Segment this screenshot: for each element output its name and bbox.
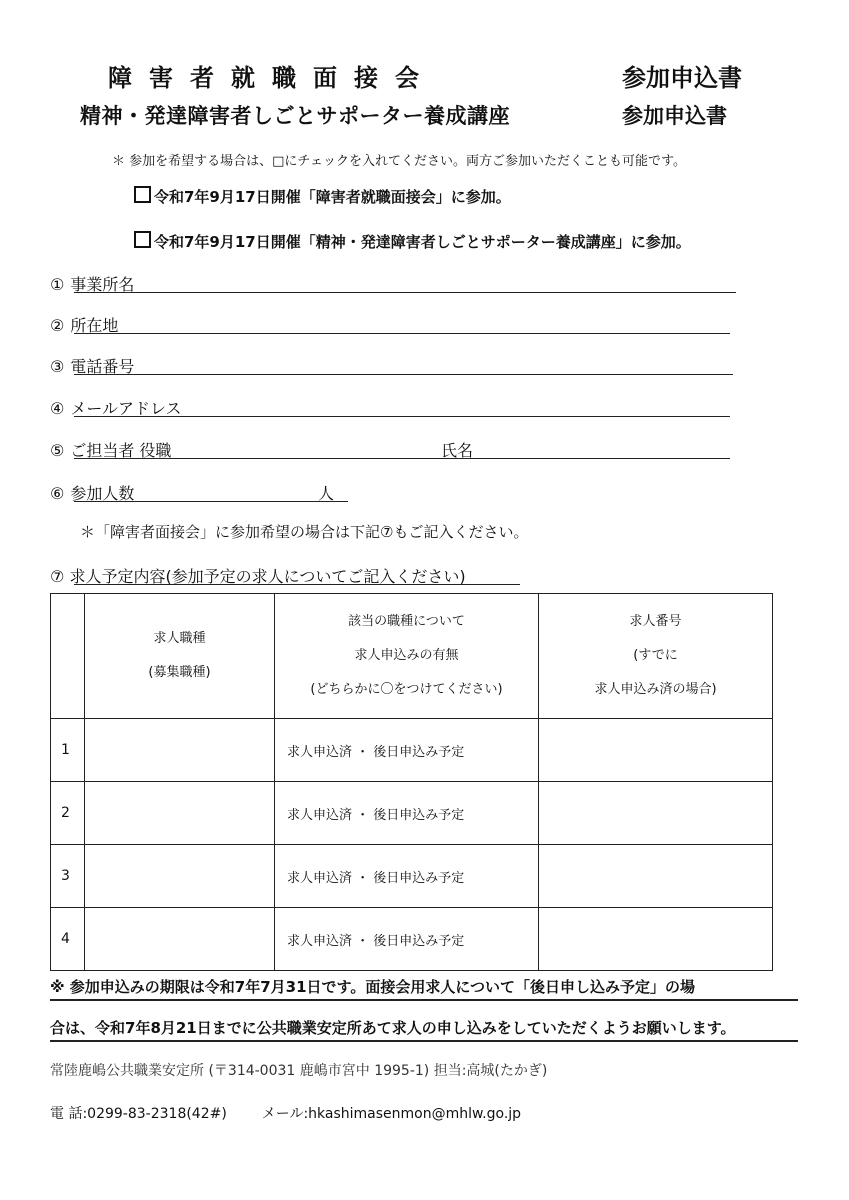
phone-input-line[interactable] xyxy=(74,374,733,375)
contact-person-input-line[interactable] xyxy=(74,458,730,459)
job-type-cell[interactable] xyxy=(85,845,275,908)
header-cell-number xyxy=(51,594,85,719)
header-text: 求人申込みの有無 xyxy=(354,648,459,663)
option-seminar-label: 令和7年9月17日開催「精神・発達障害者しごとサポーター養成講座」に参加。 xyxy=(154,233,691,251)
office-info: 常陸鹿嶋公共職業安定所 (〒314-0031 鹿嶋市宮中 1995-1) 担当:高城(たかぎ) xyxy=(50,1063,548,1079)
page-title: 障害者就職面接会 xyxy=(108,64,436,92)
field-number: ⑥ xyxy=(50,484,65,503)
job-type-cell[interactable] xyxy=(85,782,275,845)
checkbox-interview[interactable] xyxy=(134,186,151,203)
field-number: ② xyxy=(50,316,65,335)
header-cell-application-status xyxy=(275,594,539,719)
header-text: 求人職種 xyxy=(153,631,206,646)
row-number: 4 xyxy=(51,908,85,971)
attendees-unit: 人 xyxy=(318,484,335,503)
row-number: 1 xyxy=(51,719,85,782)
phone-label: 電 話: xyxy=(50,1106,88,1122)
option-interview-label: 令和7年9月17日開催「障害者就職面接会」に参加。 xyxy=(154,188,511,206)
header-cell-job-type xyxy=(85,594,275,719)
section-label: 求人予定内容(参加予定の求人についてご記入ください) xyxy=(69,567,466,586)
table-row xyxy=(51,845,773,908)
header-text: 該当の職種について xyxy=(348,614,465,629)
page-subtitle: 精神・発達障害者しごとサポーター養成講座 xyxy=(80,104,510,128)
header-text: (募集職種) xyxy=(148,665,211,680)
instruction-note: ＊ 参加を希望する場合は、□にチェックを入れてください。両方ご参加いただくことも可能です。 xyxy=(112,154,686,169)
table-row xyxy=(51,908,773,971)
field-label: ご担当者 役職 xyxy=(70,441,172,460)
job-number-cell[interactable] xyxy=(539,908,773,971)
application-status-cell[interactable]: 求人申込済 ・ 後日申込み予定 xyxy=(275,719,539,782)
application-status-cell[interactable]: 求人申込済 ・ 後日申込み予定 xyxy=(275,845,539,908)
mail-address[interactable]: hkashimasenmon@mhlw.go.jp xyxy=(308,1106,522,1122)
email-input-line[interactable] xyxy=(74,416,730,417)
attendees-input-line[interactable] xyxy=(74,501,348,502)
address-input-line[interactable] xyxy=(74,333,730,334)
mail-label: メール: xyxy=(261,1106,309,1122)
option-seminar[interactable] xyxy=(134,231,691,252)
field-number: ⑤ xyxy=(50,441,65,460)
job-type-cell[interactable] xyxy=(85,719,275,782)
table-header-row xyxy=(51,594,773,719)
field-number: ① xyxy=(50,275,65,294)
phone-number: 0299-83-2318(42#) xyxy=(87,1106,227,1122)
job-type-cell[interactable] xyxy=(85,908,275,971)
field-label: 所在地 xyxy=(70,316,119,335)
page-title-suffix: 参加申込書 xyxy=(622,64,742,92)
deadline-underline xyxy=(50,1040,798,1042)
section-underline xyxy=(74,584,520,585)
field-label: メールアドレス xyxy=(70,399,182,418)
contact-info xyxy=(50,1103,521,1123)
deadline-note-line2: 合は、令和7年8月21日までに公共職業安定所あて求人の申し込みをしていただくようお願いします。 xyxy=(50,1019,736,1037)
row-number: 2 xyxy=(51,782,85,845)
deadline-underline xyxy=(50,999,798,1001)
option-interview[interactable] xyxy=(134,186,511,207)
job-number-cell[interactable] xyxy=(539,719,773,782)
checkbox-seminar[interactable] xyxy=(134,231,151,248)
header-text: (すでに xyxy=(633,648,678,663)
field-label: 事業所名 xyxy=(70,275,135,294)
application-status-cell[interactable]: 求人申込済 ・ 後日申込み予定 xyxy=(275,908,539,971)
table-row xyxy=(51,782,773,845)
table-row xyxy=(51,719,773,782)
job-table xyxy=(50,593,773,971)
field-number: ④ xyxy=(50,399,65,418)
header-cell-job-number xyxy=(539,594,773,719)
header-text: (どちらかに〇をつけてください) xyxy=(310,682,503,697)
interview-note: ＊「障害者面接会」に参加希望の場合は下記⑦もご記入ください。 xyxy=(80,523,529,541)
row-number: 3 xyxy=(51,845,85,908)
field-number: ③ xyxy=(50,357,65,376)
header-text: 求人申込み済の場合) xyxy=(594,682,717,697)
header-text: 求人番号 xyxy=(629,614,682,629)
field-name-label: 氏名 xyxy=(441,441,474,460)
job-number-cell[interactable] xyxy=(539,782,773,845)
job-number-cell[interactable] xyxy=(539,845,773,908)
section-number: ⑦ xyxy=(50,567,65,586)
page-subtitle-suffix: 参加申込書 xyxy=(622,104,727,128)
field-label: 参加人数 xyxy=(70,484,135,503)
deadline-note-line1: ※ 参加申込みの期限は令和7年7月31日です。面接会用求人について「後日申し込み予定」の場 xyxy=(50,978,696,996)
office-name-input-line[interactable] xyxy=(74,292,736,293)
application-status-cell[interactable]: 求人申込済 ・ 後日申込み予定 xyxy=(275,782,539,845)
field-label: 電話番号 xyxy=(70,357,135,376)
